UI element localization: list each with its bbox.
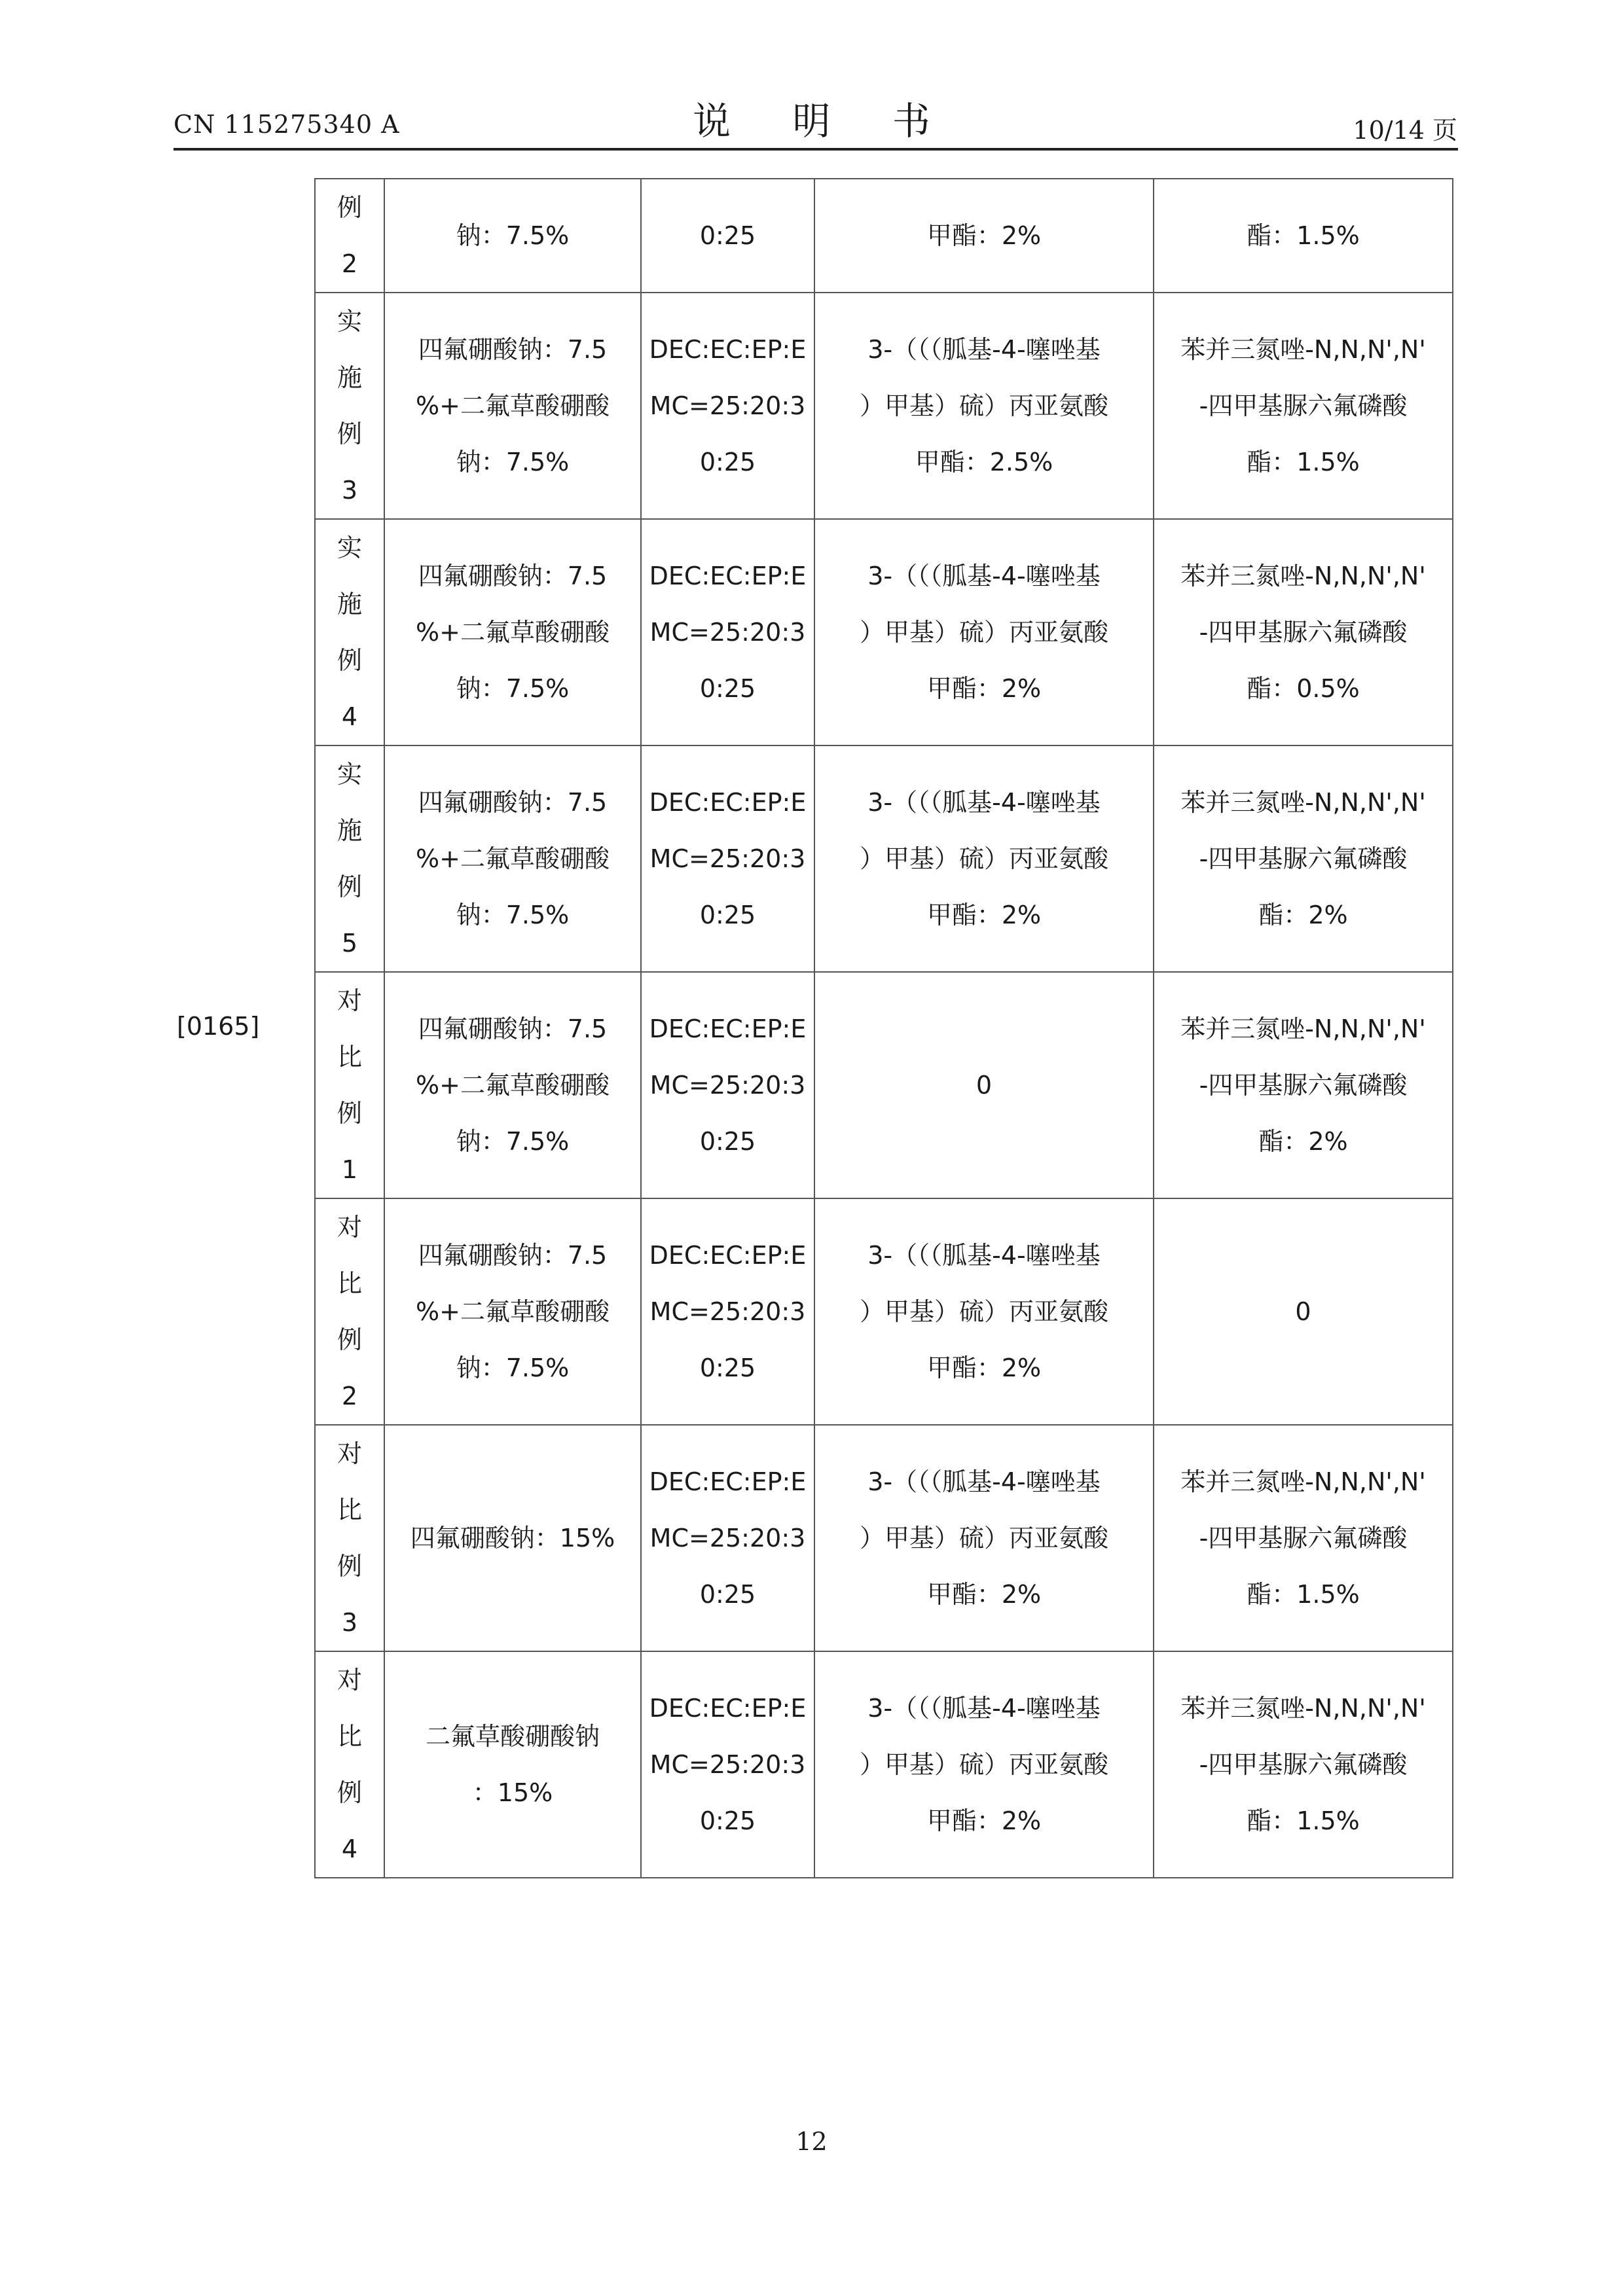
- table-row: [315, 519, 1453, 745]
- salt-cell: [384, 972, 641, 1198]
- example-label-cell: [315, 293, 384, 519]
- table-row: [315, 179, 1453, 293]
- additive1-cell: [814, 1425, 1154, 1651]
- salt-cell: [384, 1425, 641, 1651]
- page-number: 12: [795, 2127, 828, 2156]
- additive2-cell: [1154, 1198, 1453, 1425]
- table-row: [315, 1425, 1453, 1651]
- table-row: [315, 972, 1453, 1198]
- additive2-cell: [1154, 293, 1453, 519]
- solvent-ratio: DEC:EC:EP:E MC=25:20:3 0:25: [649, 1241, 807, 1382]
- paragraph-number: [0165]: [177, 1012, 260, 1041]
- example-label: 实 施 例 5: [337, 760, 362, 958]
- salt-composition: 钠：7.5%: [456, 221, 570, 250]
- additive-two: 苯并三氮唑-N,N,N',N' -四甲基脲六氟磷酸 酯：1.5%: [1180, 1467, 1426, 1609]
- solvent-cell: [641, 745, 814, 972]
- additive-one: 3-（（（胍基-4-噻唑基 ）甲基）硫）丙亚氨酸 甲酯：2%: [859, 788, 1108, 929]
- additive1-cell: [814, 519, 1154, 745]
- solvent-ratio: DEC:EC:EP:E MC=25:20:3 0:25: [649, 335, 807, 476]
- additive1-cell: [814, 293, 1154, 519]
- additive-two: 苯并三氮唑-N,N,N',N' -四甲基脲六氟磷酸 酯：1.5%: [1180, 335, 1426, 476]
- solvent-ratio: DEC:EC:EP:E MC=25:20:3 0:25: [649, 562, 807, 703]
- additive-two: 0: [1295, 1297, 1311, 1326]
- salt-composition: 四氟硼酸钠：7.5 %+二氟草酸硼酸 钠：7.5%: [416, 562, 610, 703]
- solvent-ratio: DEC:EC:EP:E MC=25:20:3 0:25: [649, 1467, 807, 1609]
- additive2-cell: [1154, 1651, 1453, 1878]
- additive1-cell: [814, 179, 1154, 293]
- salt-composition: 四氟硼酸钠：15%: [410, 1524, 615, 1552]
- example-label-cell: [315, 179, 384, 293]
- additive-two: 苯并三氮唑-N,N,N',N' -四甲基脲六氟磷酸 酯：2%: [1180, 1014, 1426, 1156]
- example-label: 实 施 例 4: [337, 533, 362, 731]
- example-label-cell: [315, 1651, 384, 1878]
- salt-cell: [384, 519, 641, 745]
- additive-one: 3-（（（胍基-4-噻唑基 ）甲基）硫）丙亚氨酸 甲酯：2%: [859, 1694, 1108, 1835]
- example-label: 实 施 例 3: [337, 307, 362, 505]
- additive-one: 3-（（（胍基-4-噻唑基 ）甲基）硫）丙亚氨酸 甲酯：2%: [859, 1467, 1108, 1609]
- document-title: 说 明 书: [693, 99, 955, 143]
- example-label-cell: [315, 1425, 384, 1651]
- additive-one: 0: [976, 1071, 993, 1100]
- example-label-cell: [315, 1198, 384, 1425]
- salt-composition: 四氟硼酸钠：7.5 %+二氟草酸硼酸 钠：7.5%: [416, 1241, 610, 1382]
- salt-composition: 二氟草酸硼酸钠 ：15%: [425, 1722, 600, 1807]
- additive-two: 苯并三氮唑-N,N,N',N' -四甲基脲六氟磷酸 酯：0.5%: [1180, 562, 1426, 703]
- additive1-cell: [814, 1651, 1154, 1878]
- example-label-cell: [315, 519, 384, 745]
- example-label: 对 比 例 4: [337, 1666, 362, 1863]
- example-label: 对 比 例 2: [337, 1213, 362, 1410]
- additive2-cell: [1154, 1425, 1453, 1651]
- header-divider: [173, 148, 1458, 151]
- salt-composition: 四氟硼酸钠：7.5 %+二氟草酸硼酸 钠：7.5%: [416, 1014, 610, 1156]
- salt-composition: 四氟硼酸钠：7.5 %+二氟草酸硼酸 钠：7.5%: [416, 788, 610, 929]
- additive1-cell: [814, 972, 1154, 1198]
- additive-one: 甲酯：2%: [926, 221, 1042, 250]
- additive2-cell: [1154, 745, 1453, 972]
- additive1-cell: [814, 745, 1154, 972]
- solvent-cell: [641, 972, 814, 1198]
- solvent-cell: [641, 293, 814, 519]
- table-row: [315, 293, 1453, 519]
- solvent-cell: [641, 1198, 814, 1425]
- example-label: 例 2: [337, 193, 362, 278]
- example-label: 对 比 例 3: [337, 1439, 362, 1637]
- salt-cell: [384, 1651, 641, 1878]
- solvent-cell: [641, 1425, 814, 1651]
- additive1-cell: [814, 1198, 1154, 1425]
- additive-one: 3-（（（胍基-4-噻唑基 ）甲基）硫）丙亚氨酸 甲酯：2.5%: [859, 335, 1108, 476]
- table-row: [315, 1198, 1453, 1425]
- additive2-cell: [1154, 519, 1453, 745]
- additive2-cell: [1154, 972, 1453, 1198]
- table-row: [315, 1651, 1453, 1878]
- page-counter: 10/14 页: [1353, 116, 1457, 145]
- salt-cell: [384, 293, 641, 519]
- solvent-cell: [641, 179, 814, 293]
- example-label: 对 比 例 1: [337, 986, 362, 1184]
- example-label-cell: [315, 745, 384, 972]
- additive-one: 3-（（（胍基-4-噻唑基 ）甲基）硫）丙亚氨酸 甲酯：2%: [859, 562, 1108, 703]
- solvent-cell: [641, 519, 814, 745]
- salt-cell: [384, 179, 641, 293]
- publication-number: CN 115275340 A: [173, 110, 400, 139]
- additive-two: 苯并三氮唑-N,N,N',N' -四甲基脲六氟磷酸 酯：2%: [1180, 788, 1426, 929]
- salt-cell: [384, 1198, 641, 1425]
- salt-cell: [384, 745, 641, 972]
- solvent-ratio: DEC:EC:EP:E MC=25:20:3 0:25: [649, 1694, 807, 1835]
- additive-two: 苯并三氮唑-N,N,N',N' -四甲基脲六氟磷酸 酯：1.5%: [1180, 1694, 1426, 1835]
- salt-composition: 四氟硼酸钠：7.5 %+二氟草酸硼酸 钠：7.5%: [416, 335, 610, 476]
- additive2-cell: [1154, 179, 1453, 293]
- solvent-ratio: DEC:EC:EP:E MC=25:20:3 0:25: [649, 1014, 807, 1156]
- additive-one: 3-（（（胍基-4-噻唑基 ）甲基）硫）丙亚氨酸 甲酯：2%: [859, 1241, 1108, 1382]
- composition-table: [314, 178, 1453, 1878]
- example-label-cell: [315, 972, 384, 1198]
- solvent-ratio: 0:25: [699, 221, 756, 250]
- table-row: [315, 745, 1453, 972]
- solvent-ratio: DEC:EC:EP:E MC=25:20:3 0:25: [649, 788, 807, 929]
- additive-two: 酯：1.5%: [1247, 221, 1360, 250]
- solvent-cell: [641, 1651, 814, 1878]
